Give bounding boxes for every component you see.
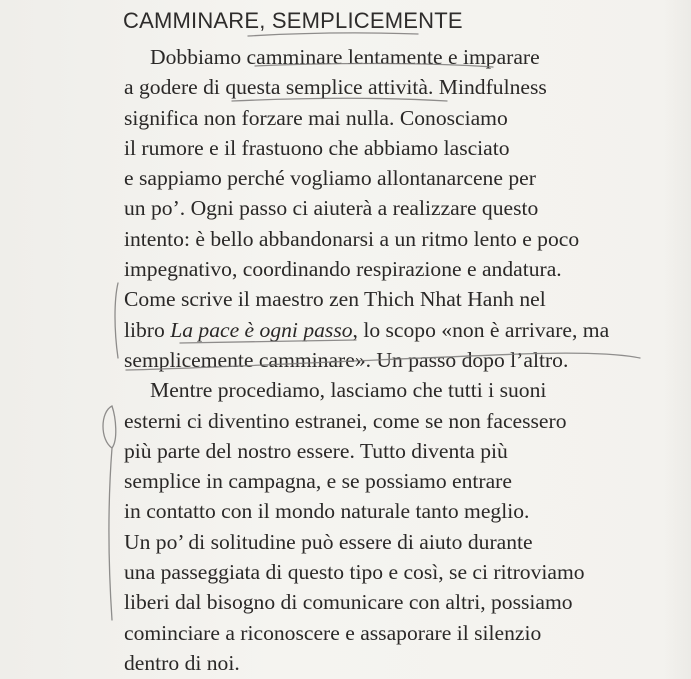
- text-line: Dobbiamo camminare lentamente e imparare: [150, 45, 540, 69]
- text-line: significa non forzare mai nulla. Conosciamo: [124, 105, 508, 130]
- text-line-book-title: [124, 315, 684, 345]
- text-line: il rumore e il frastuono che abbiamo lasciato: [124, 135, 510, 160]
- text-line: impegnativo, coordinando respirazione e andatura.: [124, 257, 562, 282]
- text-line: a godere di questa semplice attività. Mindfulness: [124, 75, 547, 100]
- text-line: intento: è bello abbandonarsi a un ritmo lento e poco: [124, 226, 580, 251]
- text-line: esterni ci diventino estranei, come se non facessero: [124, 408, 567, 433]
- text-line: dentro di noi.: [124, 650, 240, 675]
- text-line: una passeggiata di questo tipo e così, se ci ritroviamo: [124, 560, 585, 585]
- text-line: cominciare a riconoscere e assaporare il silenzio: [124, 620, 542, 645]
- text-line: un po’. Ogni passo ci aiuterà a realizzare questo: [124, 196, 539, 221]
- paragraph-1: [124, 42, 684, 375]
- chapter-heading: CAMMINARE, SEMPLICEMENTE: [123, 8, 463, 33]
- text-line: Un po’ di solitudine può essere di aiuto durante: [124, 529, 533, 554]
- text-line: più parte del nostro essere. Tutto diventa più: [124, 438, 508, 463]
- pencil-bracket: [115, 283, 118, 358]
- pencil-bracket: [109, 448, 112, 620]
- book-title: La pace è ogni passo: [170, 317, 353, 342]
- text-line: semplice in campagna, e se possiamo entrare: [124, 469, 512, 494]
- pencil-loop: [103, 406, 116, 448]
- body-text: [124, 42, 684, 678]
- text-line: e sappiamo perché vogliamo allontanarcene per: [124, 166, 536, 191]
- text-line: Come scrive il maestro zen Thich Nhat Hanh nel: [124, 287, 546, 312]
- paragraph-2: [124, 375, 684, 678]
- text-line: semplicemente camminare». Un passo dopo l’altro.: [124, 347, 569, 372]
- book-line-before: libro: [124, 317, 171, 342]
- book-line-after: , lo scopo «non è arrivare, ma: [352, 317, 610, 342]
- text-line: liberi dal bisogno di comunicare con altri, possiamo: [124, 590, 573, 615]
- text-line: Mentre procediamo, lasciamo che tutti i suoni: [150, 378, 547, 403]
- text-line: in contatto con il mondo naturale tanto meglio.: [124, 499, 530, 524]
